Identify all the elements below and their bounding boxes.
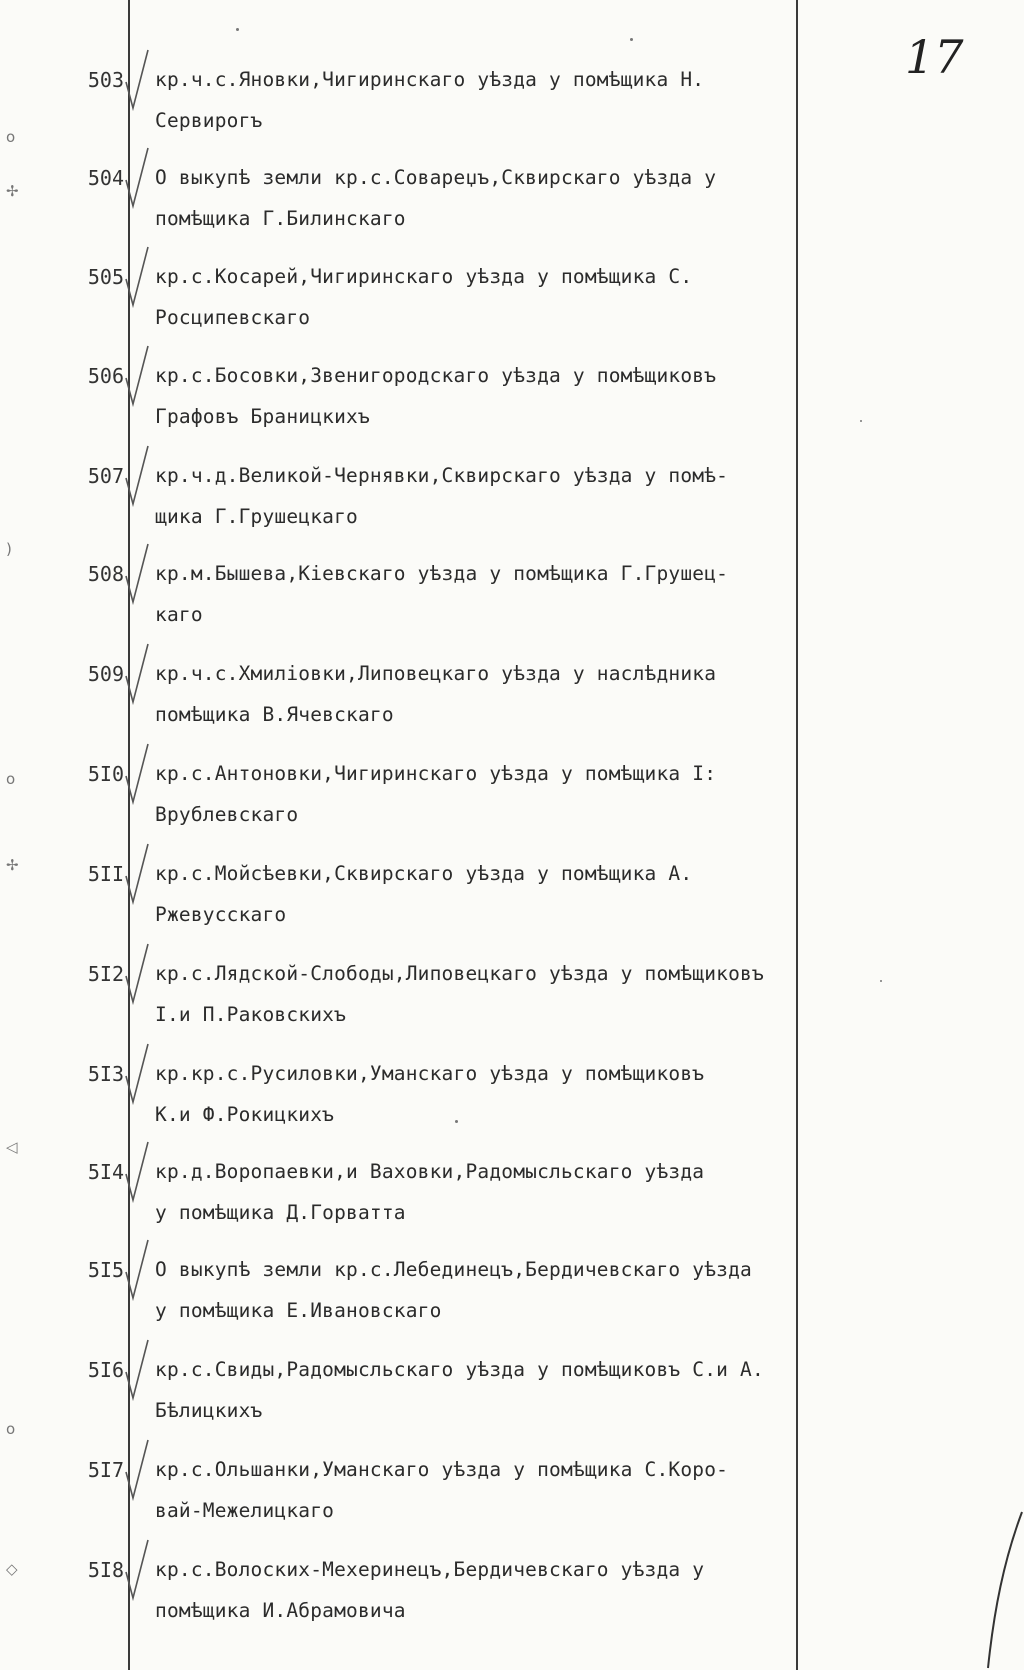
register-entry xyxy=(0,164,1024,254)
register-entry xyxy=(0,660,1024,750)
check-mark-icon xyxy=(124,444,150,508)
entry-number: 5I7 xyxy=(87,1458,124,1482)
check-mark-icon xyxy=(124,1042,150,1106)
margin-scribble-mark: ) xyxy=(6,540,12,558)
entry-text-line-1: кр.с.Мойсѣевки,Сквирскаго уѣзда у помѣщика А. xyxy=(155,862,693,885)
entry-text-line-2: каго xyxy=(155,603,203,626)
register-entry xyxy=(0,860,1024,950)
margin-scribble-mark: ✢ xyxy=(6,856,19,874)
entry-number: 508 xyxy=(87,562,124,586)
entry-number: 505 xyxy=(87,265,124,289)
register-entry xyxy=(0,1356,1024,1446)
register-entry xyxy=(0,1060,1024,1150)
check-mark-icon xyxy=(124,742,150,806)
check-mark-icon xyxy=(124,146,150,210)
page-curl-line xyxy=(964,1510,1024,1670)
entry-text-line-2: Бѣлицкихъ xyxy=(155,1399,263,1422)
entry-text-line-2: Сервирогъ xyxy=(155,109,263,132)
entry-text-line-1: кр.с.Антоновки,Чигиринскаго уѣзда у помѣщика I: xyxy=(155,762,717,785)
register-entry xyxy=(0,462,1024,552)
paper-speck xyxy=(236,28,239,31)
entry-number: 509 xyxy=(87,662,124,686)
entry-text-line-2: Врублевскаго xyxy=(155,803,299,826)
register-entry xyxy=(0,760,1024,850)
paper-speck xyxy=(630,38,633,41)
entry-text-line-2: помѣщика И.Абрамовича xyxy=(155,1599,406,1622)
entry-number: 5I0 xyxy=(87,762,124,786)
check-mark-icon xyxy=(124,1538,150,1602)
entry-text-line-2: Графовъ Браницкихъ xyxy=(155,405,370,428)
register-entry xyxy=(0,263,1024,353)
register-entry xyxy=(0,1556,1024,1646)
check-mark-icon xyxy=(124,542,150,606)
entry-text-line-1: кр.д.Воропаевки,и Ваховки,Радомысльскаго уѣзда xyxy=(155,1160,705,1183)
check-mark-icon xyxy=(124,842,150,906)
check-mark-icon xyxy=(124,642,150,706)
entry-text-line-2: I.и П.Раковскихъ xyxy=(155,1003,347,1026)
folio-number: 17 xyxy=(905,30,964,84)
register-entry xyxy=(0,560,1024,650)
entry-text-line-2: помѣщика Г.Билинскаго xyxy=(155,207,406,230)
entry-number: 507 xyxy=(87,464,124,488)
register-entry xyxy=(0,1256,1024,1346)
check-mark-icon xyxy=(124,1438,150,1502)
entry-text-line-1: кр.с.Ольшанки,Уманскаго уѣзда у помѣщика С.Коро- xyxy=(155,1458,729,1481)
entry-text-line-2: Росципевскаго xyxy=(155,306,311,329)
entry-number: 506 xyxy=(87,364,124,388)
entry-text-line-1: кр.ч.д.Великой-Чернявки,Сквирскаго уѣзда у помѣ- xyxy=(155,464,729,487)
register-entry xyxy=(0,362,1024,452)
register-entry xyxy=(0,66,1024,156)
entry-text-line-2: у помѣщика Д.Горватта xyxy=(155,1201,406,1224)
entry-text-line-2: К.и Ф.Рокицкихъ xyxy=(155,1103,335,1126)
entry-number: 5I6 xyxy=(87,1358,124,1382)
entry-text-line-1: кр.кр.с.Русиловки,Уманскаго уѣзда у помѣщиковъ xyxy=(155,1062,705,1085)
entry-text-line-2: вай-Межелицкаго xyxy=(155,1499,335,1522)
entry-text-line-2: у помѣщика Е.Ивановскаго xyxy=(155,1299,442,1322)
entry-text-line-1: кр.ч.с.Хмиліовки,Липовецкаго уѣзда у наслѣдника xyxy=(155,662,717,685)
register-entry xyxy=(0,1456,1024,1546)
margin-scribble-mark: ◁ xyxy=(6,1138,18,1156)
entry-text-line-2: щика Г.Грушецкаго xyxy=(155,505,358,528)
entry-text-line-1: кр.с.Косарей,Чигиринскаго уѣзда у помѣщика С. xyxy=(155,265,693,288)
entry-text-line-1: О выкупѣ земли кр.с.Лебединецъ,Бердичевскаго уѣзда xyxy=(155,1258,752,1281)
margin-circle-mark: o xyxy=(6,1420,16,1438)
register-entry xyxy=(0,1158,1024,1248)
entry-number: 5II xyxy=(87,862,124,886)
check-mark-icon xyxy=(124,344,150,408)
entry-text-line-1: кр.м.Бышева,Кіевскаго уѣзда у помѣщика Г.Грушец- xyxy=(155,562,729,585)
check-mark-icon xyxy=(124,245,150,309)
register-entry xyxy=(0,960,1024,1050)
entry-text-line-1: О выкупѣ земли кр.с.Совареџъ,Сквирскаго уѣзда у xyxy=(155,166,717,189)
entry-number: 5I8 xyxy=(87,1558,124,1582)
margin-scribble-mark: ✢ xyxy=(6,182,19,200)
check-mark-icon xyxy=(124,1338,150,1402)
entry-number: 503 xyxy=(87,68,124,92)
check-mark-icon xyxy=(124,942,150,1006)
check-mark-icon xyxy=(124,48,150,112)
entry-text-line-1: кр.с.Волоских-Мехеринецъ,Бердичевскаго уѣзда у xyxy=(155,1558,705,1581)
entry-text-line-1: кр.ч.с.Яновки,Чигиринскаго уѣзда у помѣщика Н. xyxy=(155,68,705,91)
entry-number: 5I5 xyxy=(87,1258,124,1282)
entry-number: 5I2 xyxy=(87,962,124,986)
margin-circle-mark: o xyxy=(6,128,16,146)
entry-text-line-2: помѣщика В.Ячевскаго xyxy=(155,703,394,726)
margin-circle-mark: o xyxy=(6,770,16,788)
margin-scribble-mark: ◇ xyxy=(6,1560,18,1578)
entry-text-line-1: кр.с.Босовки,Звенигородскаго уѣзда у помѣщиковъ xyxy=(155,364,717,387)
entry-text-line-1: кр.с.Свиды,Радомысльскаго уѣзда у помѣщиковъ С.и А. xyxy=(155,1358,764,1381)
entry-text-line-2: Ржевусскаго xyxy=(155,903,287,926)
check-mark-icon xyxy=(124,1238,150,1302)
entry-number: 5I4 xyxy=(87,1160,124,1184)
check-mark-icon xyxy=(124,1140,150,1204)
entry-number: 5I3 xyxy=(87,1062,124,1086)
entry-text-line-1: кр.с.Лядской-Слободы,Липовецкаго уѣзда у помѣщиковъ xyxy=(155,962,764,985)
entry-number: 504 xyxy=(87,166,124,190)
